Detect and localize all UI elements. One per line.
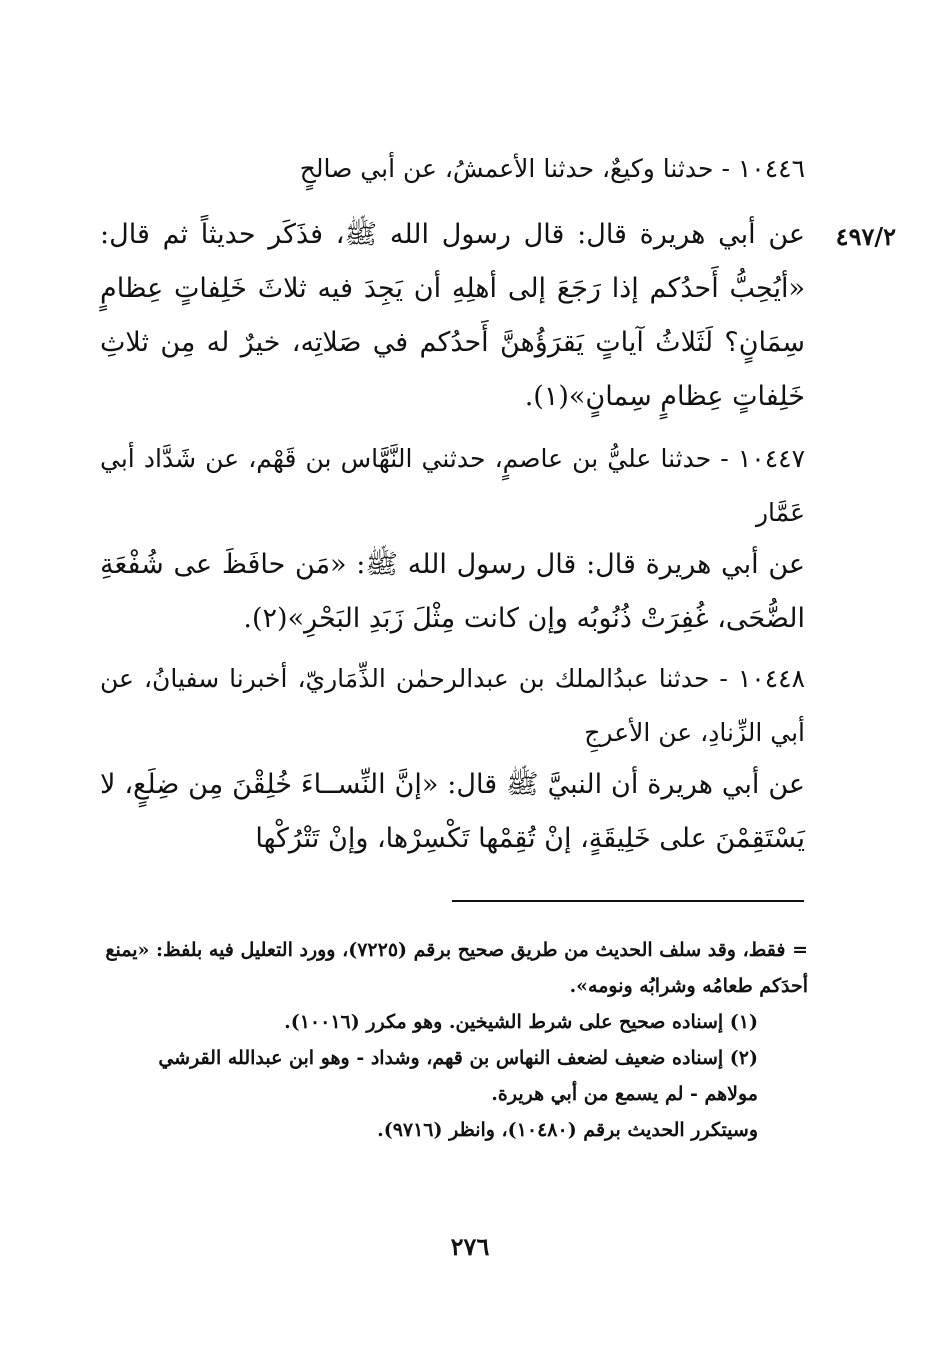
footnote-2-continued: وسيتكرر الحديث برقم (١٠٤٨٠)، وانظر (٩٧١٦).: [377, 1119, 758, 1141]
margin-reference: ٤٩٧/٢: [835, 222, 896, 251]
footnote-1: (١) إسناده صحيح على شرط الشيخين. وهو مكرر (١٠٠١٦).: [284, 1011, 758, 1033]
hadith-10448-matn: عن أبي هريرة أن النبيَّ ﷺ قال: «إنَّ النِّســاءَ خُلِقْنَ مِن ضِلَعٍ، لا يَسْتَقِمْنَ على خَلِيقَةٍ، إنْ تُقِمْها تَكْسِرْها، وإنْ تَتْرُكْها: [100, 769, 805, 854]
page-number: ٢٧٦: [450, 1232, 490, 1261]
footnote-separator: [452, 900, 804, 902]
footnote-2: (٢) إسناده ضعيف لضعف النهاس بن قهم، وشداد - وهو ابن عبدالله القرشي مولاهم - لم يسمع من أبي هريرة.: [158, 1047, 758, 1105]
footnotes: [100, 932, 808, 1148]
hadith-10448-isnad: ١٠٤٤٨ - حدثنا عبدُالملك بن عبدالرحمٰن الذِّمَاريّ، أخبرنا سفيانُ، عن أبي الزِّنادِ، عن الأعرجِ: [100, 664, 805, 747]
hadith-10447-isnad: ١٠٤٤٧ - حدثنا عليُّ بن عاصمٍ، حدثني النَّهَّاس بن قَهْم، عن شَدَّاد أبي عَمَّار: [100, 444, 805, 527]
hadith-10446-isnad: ١٠٤٤٦ - حدثنا وكيعٌ، حدثنا الأعمشُ، عن أبي صالحٍ: [299, 154, 805, 183]
hadith-10447-matn: عن أبي هريرة قال: قال رسول الله ﷺ: «مَن حافَظَ عى شُفْعَةِ الضُّحَى، غُفِرَتْ ذُنُوبُه وإن كانت مِثْلَ زَبَدِ البَحْرِ»(٢).: [100, 549, 805, 634]
footnote-continuation: = فقط، وقد سلف الحديث من طريق صحيح برقم (٧٢٢٥)، وورد التعليل فيه بلفظ: «يمنع أحدَكم طعامُه وشرابُه ونومه».: [105, 939, 808, 997]
hadith-10446-matn: عن أبي هريرة قال: قال رسول الله ﷺ، فذَكَر حديثاً ثم قال: «أيُحِبُّ أَحدُكم إذا رَجَعَ إلى أهلِهِ أن يَجِدَ فيه ثلاثَ خَلِفاتٍ عِظامٍ سِمَانٍ؟ لَثَلاثُ آياتٍ يَقرَؤُهنَّ أَحدُكم في صَلاتِه، خيرٌ له مِن ثلاثِ خَلِفاتٍ عِظامٍ سِمانٍ»(١).: [100, 219, 805, 412]
